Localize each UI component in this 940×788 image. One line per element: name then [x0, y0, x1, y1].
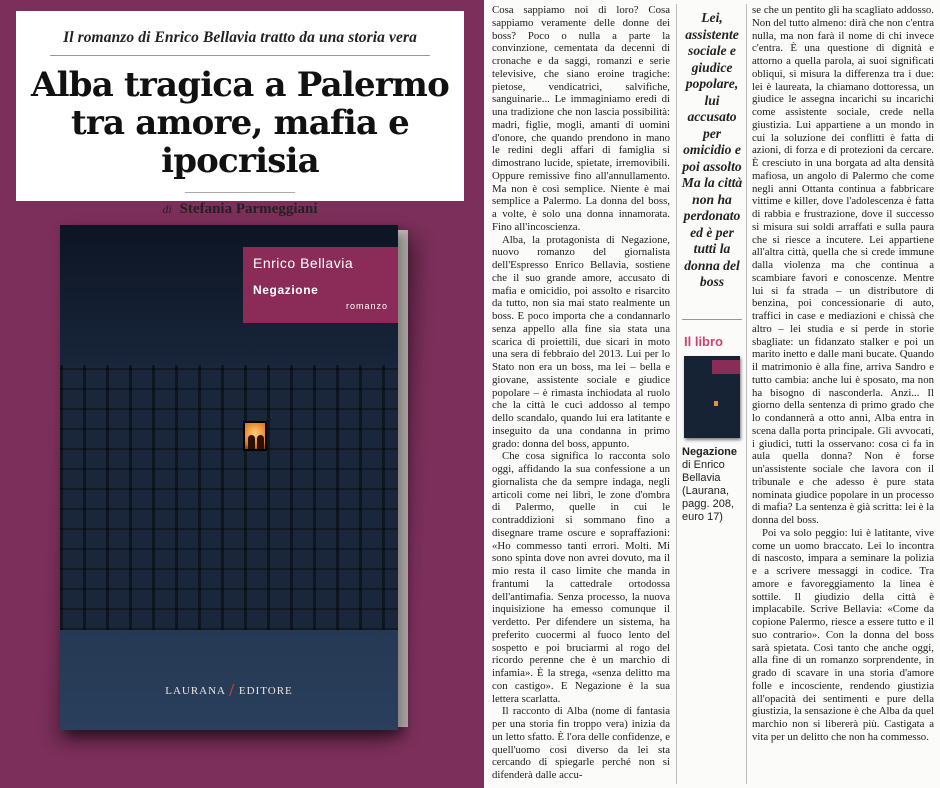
article-paragraph: Alba, la protagonista di Negazione, nuovo romanzo del giornalista dell'Espresso Enrico Bellavia, sostiene che il suo grande amore, accusato di mafia e omicidio, poi assolto e risarcito da tutto, non sia mai stato realmente un boss. E poco importa che a condannarlo senza appello alla fine sia stata una scarica di proiettili, due sicari in moto una sera di febbraio del 2013. Lui per lo Stato non era un boss, ma lei – bella e giovane, assistente sociale e giudice popolare – è rimasta inchiodata al ruolo che la città le cucì addosso al tempo dello scandalo, quando lui era latitante e inseguito da una condanna in primo grado: donna del boss, appunto.: [492, 233, 670, 450]
publisher-name-left: LAURANA: [165, 685, 226, 697]
byline-prefix: di: [162, 202, 172, 216]
column-rule: [676, 4, 677, 784]
article-paragraph: Cosa sappiamo noi di loro? Cosa sappiamo veramente delle donne dei boss? Poco o nulla a parte la convinzione, cementata da decenni di cronache e da saggi, romanzi e serie televisive, che siano eroine tragiche: pietose, vendicatrici, salvifiche, sanguinarie... Le immaginiamo eredi di una tradizione che non lascia possibilità: madri, figlie, mogli, amanti di uomini d'onore, che quando prendono in mano le redini degli affari di famiglia si dimostrano lucide, spietate, irremovibili. Oppure remissive fino all'annullamento. Ma non è così semplice. Niente è mai semplice a Palermo. La donna del boss, a volte, è solo una donna innamorata. Fino all'incoscienza.: [492, 4, 670, 233]
publisher-logo: [60, 680, 398, 701]
book-cover: [60, 225, 398, 730]
lit-window-illustration: [243, 421, 267, 451]
pull-quote: Lei, assistente sociale e giudice popolare, lui accusato per omicidio e poi assolto Ma la città non ha perdonato ed è per tutti la donna del boss: [681, 10, 743, 289]
column-rule: [746, 4, 747, 784]
cover-author: Enrico Bellavia: [253, 255, 354, 271]
article-paragraph: Che cosa significa lo racconta solo oggi, affidando la sua confessione a un giornalista che da sempre indaga, negli articoli come nei libri, le zone d'ombra di Palermo, quelle in cui le contraddizioni si sommano fino a disegnare trame oscure e sopraffazioni: «Ho commesso tanti errori. Molti. Mi sono spinta dove non avrei dovuto, ma il mio resta il caso limite che manda in frantumi la cattedrale ortodossa dell'antimafia. Senza processo, la nuova inquisizione ha emesso comunque il verdetto. Per difendere un sistema, ha preferito cuocermi al fuoco lento del sospetto e poi bruciarmi al rogo del ricordo perenne che è un marchio di infamia». È la strega, «senza delitto ma con castigo». E Negazione è la sua lettera scarlatta.: [492, 450, 670, 705]
divider: [185, 192, 295, 193]
newspaper-article: [484, 0, 940, 788]
book-page-edge: [398, 230, 408, 727]
byline: [16, 201, 464, 218]
book-thumbnail: [684, 356, 740, 438]
thumbnail-window: [714, 401, 718, 406]
article-column-1: [492, 4, 670, 782]
article-paragraph: Poi va solo peggio: lui è latitante, vive come un uomo braccato. Lei lo incontra di nascosto, impara a seminare la polizia e a scrivere messaggi in codice. Tra amore e favoreggiamento la linea è sottile. Il giudizio della città è implacabile. Scrive Bellavia: «Come da copione Palermo, riesce a essere tutto e il suo contrario». Con la donna del boss sarà spietata. Così tanto che anche oggi, alla fine di un romanzo sorprendente, in grado di scavare in una storia d'amore folle e incosciente, rendendo giustizia all'opacità dei sentimenti e pure della giustizia, la sensazione è che Alba da quel marchio non si libererà più. Castigata a vita per un delitto che non ha commesso.: [752, 526, 934, 743]
headline-kicker: Il romanzo di Enrico Bellavia tratto da una storia vera: [63, 29, 417, 46]
divider: [50, 55, 430, 56]
article-column-2: [752, 4, 934, 744]
headline: [16, 66, 464, 180]
building-facade-illustration: [60, 365, 398, 630]
publisher-name-right: EDITORE: [238, 685, 293, 697]
thumbnail-title-band: [712, 360, 740, 374]
sidebar-label: Il libro: [684, 334, 723, 349]
publisher-slash-mark: /: [229, 680, 236, 700]
headline-card: [16, 11, 464, 217]
headline-line-2: tra amore, mafia e ipocrisia: [70, 103, 410, 181]
byline-author: Stefania Parmeggiani: [179, 201, 318, 217]
divider: [682, 319, 742, 320]
cover-title: Negazione: [253, 283, 319, 297]
silhouette-figure: [248, 435, 255, 449]
cover-genre: romanzo: [345, 301, 388, 311]
silhouette-figure: [257, 435, 264, 449]
book-info-title: Negazione: [682, 446, 738, 458]
sidebar-column: [676, 4, 746, 784]
book-info: [682, 446, 746, 524]
book-info-details: di Enrico Bellavia (Laurana, pagg. 208, euro 17): [682, 459, 734, 523]
cover-title-band: [243, 247, 398, 323]
headline-line-1: Alba tragica a Palermo: [31, 65, 449, 105]
article-paragraph: se che un pentito gli ha scagliato addosso. Non del tutto almeno: dirà che non c'entra nulla, ma non farà il nome di chi invece c'entra. È una questione di dignità e attorno a quella parola, ai suoi significati obliqui, si misura la differenza tra i due: lei è laureata, la chiamano dottoressa, un giudice le assegna incarichi su incarichi come assistente sociale, crede nella giustizia. Lui appartiene a un mondo in cui la soluzione dei conflitti è fatta di azioni, di forza e di protezioni da cercare. È cresciuto in una borgata ad alta densità mafiosa, un angolo di Palermo che come negli anni Ottanta continua a fabbricare vittime e killer, dove l'adolescenza è fatta di rabbia e frustrazione, dove il successo si misura sui soldi arraffati e sulla paura che si riesce a incutere. Lei appartiene all'altra città, quella che si crede immune dalla violenza ma che continua a scambiare favori e conoscenze. Mentre lui si fa strada – un distributore di benzina, poi concessionarie di auto, traffici in case e mediazioni e chissà che altro – lei studia e si perde in storie sbagliate: un fidanzato stalker e poi un marito inetto e dalle mani bucate. Quando il matrimonio è alla fine, arriva Sandro e tutto cambia: anche lui è sposato, ma non ha bisogno di nasconderla. Anzi... Il giorno della sentenza di primo grado che lo condannerà a otto anni, Alba entra in scena dalla porta principale. Gli avvocati, i giudici, tutti la osservano: cosa ci fa in aula quella donna? Non è forse un'assistente sociale che lavora con il tribunale e che adesso è pure stata nominata giudice popolare in un processo di mafia? La sentenza è già scritta: lei è la donna del boss.: [752, 4, 934, 526]
article-paragraph: Il racconto di Alba (nome di fantasia per una storia fin troppo vera) inizia da un letto sfatto. È l'ora delle confidenze, e quell'uomo così diverso da lei sta cercando di spiegarle perché non si difenderà dalle accu-: [492, 705, 670, 781]
